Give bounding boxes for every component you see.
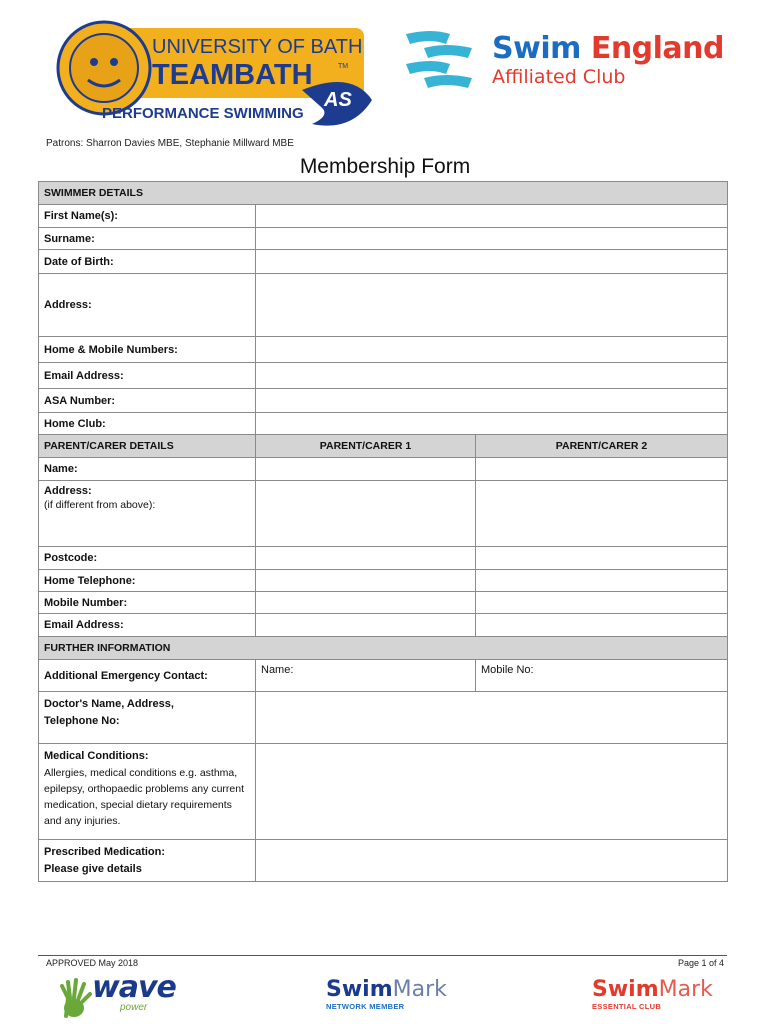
parent1-name-field[interactable] bbox=[256, 458, 476, 481]
form-row bbox=[39, 744, 728, 840]
parent2-postcode-field[interactable] bbox=[476, 547, 728, 570]
home-telephone-label: Home Telephone: bbox=[39, 570, 256, 592]
emergency-name-field[interactable] bbox=[256, 660, 476, 692]
form-row bbox=[39, 228, 728, 250]
medication-label: Prescribed Medication: Please give details bbox=[39, 840, 256, 882]
emergency-contact-label: Additional Emergency Contact: bbox=[39, 660, 256, 692]
wave-hand-icon bbox=[58, 978, 94, 1018]
team-bath-logo bbox=[52, 20, 374, 132]
footer-divider bbox=[38, 955, 727, 956]
swim-england-subtitle: Affiliated Club bbox=[492, 66, 626, 88]
medical-conditions-label: Medical Conditions: Allergies, medical conditions e.g. asthma, epilepsy, orthopaedic problems any current medication, special dietary requirements and any injuries. bbox=[39, 744, 256, 840]
bath-badge: AS bbox=[324, 89, 352, 111]
further-info-heading: FURTHER INFORMATION bbox=[39, 637, 728, 660]
parent2-address-field[interactable] bbox=[476, 481, 728, 547]
parent-details-heading: PARENT/CARER DETAILS bbox=[39, 435, 256, 458]
doctor-label: Doctor's Name, Address, Telephone No: bbox=[39, 692, 256, 744]
parent-section-header bbox=[39, 435, 728, 458]
parent1-postcode-field[interactable] bbox=[256, 547, 476, 570]
postcode-label: Postcode: bbox=[39, 547, 256, 570]
parent2-name-field[interactable] bbox=[476, 458, 728, 481]
parent1-email-field[interactable] bbox=[256, 614, 476, 637]
swimmark-network-logo: SwimMark NETWORK MEMBER bbox=[326, 977, 447, 1011]
membership-form-table bbox=[38, 181, 728, 882]
form-row bbox=[39, 692, 728, 744]
medical-conditions-note: Allergies, medical conditions e.g. asthma, epilepsy, orthopaedic problems any current medication, special dietary requirements and any injuries. bbox=[44, 767, 244, 827]
parent-email-label: Email Address: bbox=[39, 614, 256, 637]
bath-line3: PERFORMANCE SWIMMING bbox=[102, 105, 304, 122]
phone-numbers-field[interactable] bbox=[256, 337, 728, 363]
mobile-number-label: Mobile Number: bbox=[39, 592, 256, 614]
swimmark-network-subtitle: NETWORK MEMBER bbox=[326, 1002, 405, 1011]
swimmer-details-heading: SWIMMER DETAILS bbox=[39, 182, 728, 205]
wave-power-logo: wave bbox=[92, 970, 176, 1005]
first-name-field[interactable] bbox=[256, 205, 728, 228]
dob-label: Date of Birth: bbox=[39, 250, 256, 274]
swimmark-essential-subtitle: ESSENTIAL CLUB bbox=[592, 1002, 662, 1011]
parent2-heading: PARENT/CARER 2 bbox=[476, 435, 728, 458]
form-row bbox=[39, 840, 728, 882]
form-row bbox=[39, 614, 728, 637]
approved-date: APPROVED May 2018 bbox=[46, 958, 139, 968]
emergency-mobile-field[interactable] bbox=[476, 660, 728, 692]
parent-address-note: (if different from above): bbox=[44, 499, 156, 511]
emergency-mobile-label: Mobile No: bbox=[481, 664, 534, 676]
form-row bbox=[39, 274, 728, 337]
form-row bbox=[39, 481, 728, 547]
parent1-home-tel-field[interactable] bbox=[256, 570, 476, 592]
form-row bbox=[39, 250, 728, 274]
dob-field[interactable] bbox=[256, 250, 728, 274]
wave-power-subtitle: power bbox=[120, 1002, 148, 1013]
medication-field[interactable] bbox=[256, 840, 728, 882]
first-name-label: First Name(s): bbox=[39, 205, 256, 228]
doctor-field[interactable] bbox=[256, 692, 728, 744]
address-label: Address: bbox=[39, 274, 256, 337]
form-row bbox=[39, 413, 728, 435]
further-section-header bbox=[39, 637, 728, 660]
emergency-name-label: Name: bbox=[261, 664, 294, 676]
parent1-heading: PARENT/CARER 1 bbox=[256, 435, 476, 458]
parent1-address-field[interactable] bbox=[256, 481, 476, 547]
parent1-mobile-field[interactable] bbox=[256, 592, 476, 614]
swim-england-logo bbox=[492, 32, 724, 88]
parent-address-label: Address: (if different from above): bbox=[39, 481, 256, 547]
asa-number-field[interactable] bbox=[256, 389, 728, 413]
parent2-mobile-field[interactable] bbox=[476, 592, 728, 614]
page-number: Page 1 of 4 bbox=[677, 958, 724, 968]
swim-england-emblem-icon bbox=[402, 28, 478, 94]
phone-numbers-label: Home & Mobile Numbers: bbox=[39, 337, 256, 363]
address-field[interactable] bbox=[256, 274, 728, 337]
form-row bbox=[39, 389, 728, 413]
bath-line2: TEAMBATH bbox=[152, 59, 313, 91]
form-row bbox=[39, 363, 728, 389]
form-row bbox=[39, 547, 728, 570]
parent2-email-field[interactable] bbox=[476, 614, 728, 637]
swim-england-name: Swim England bbox=[492, 31, 725, 66]
home-club-label: Home Club: bbox=[39, 413, 256, 435]
form-row bbox=[39, 660, 728, 692]
medical-conditions-field[interactable] bbox=[256, 744, 728, 840]
patrons-line: Patrons: Sharron Davies MBE, Stephanie Millward MBE bbox=[46, 138, 294, 149]
swimmer-section-header bbox=[39, 182, 728, 205]
home-club-field[interactable] bbox=[256, 413, 728, 435]
parent-name-label: Name: bbox=[39, 458, 256, 481]
form-row bbox=[39, 592, 728, 614]
email-label: Email Address: bbox=[39, 363, 256, 389]
surname-label: Surname: bbox=[39, 228, 256, 250]
form-row bbox=[39, 570, 728, 592]
surname-field[interactable] bbox=[256, 228, 728, 250]
parent2-home-tel-field[interactable] bbox=[476, 570, 728, 592]
swimmark-essential-logo: SwimMark ESSENTIAL CLUB bbox=[592, 977, 713, 1011]
bath-tm: TM bbox=[338, 63, 349, 70]
bath-line1: UNIVERSITY OF BATH bbox=[152, 36, 363, 58]
form-row bbox=[39, 205, 728, 228]
page-title: Membership Form bbox=[299, 155, 471, 178]
asa-number-label: ASA Number: bbox=[39, 389, 256, 413]
form-row bbox=[39, 337, 728, 363]
form-row bbox=[39, 458, 728, 481]
email-field[interactable] bbox=[256, 363, 728, 389]
